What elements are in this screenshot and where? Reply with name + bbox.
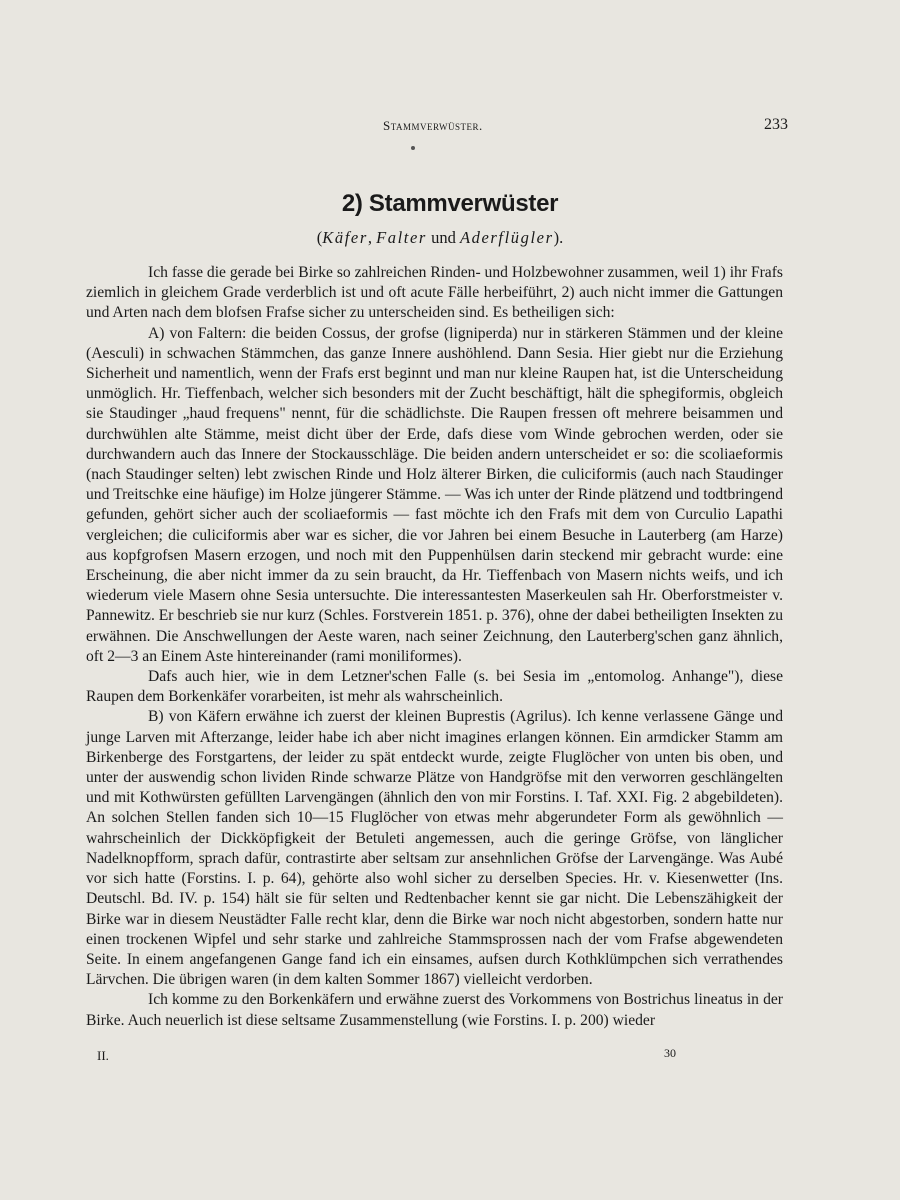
sheet-signature: II. [97, 1048, 109, 1063]
section-subheading: (Käfer, Falter und Aderflügler). [316, 228, 564, 247]
subheading-aderfluegler: Aderflügler [459, 228, 554, 247]
ink-dot [411, 146, 415, 150]
body-text [86, 263, 783, 1031]
paragraph-borkenkaefer: Ich komme zu den Borkenkäfern und erwähne zuerst des Vorkommens von Bostrichus lineatus in der Birke. Auch neuerlich ist diese seltsame Zusammenstellung (wie Forstins. I. p. 200) wieder [86, 991, 783, 1029]
paragraph-falter: A) von Faltern: die beiden Cossus, der grofse (ligniperda) nur in stärkeren Stämmen und der kleine (Aesculi) in schwachen Stämmchen, das ganze Innere aushöhlend. Dann Sesia. Hier giebt nur die Erziehung Sicherheit und namentlich, wenn der Frafs erst beginnt und man nur kleine Raupen hat, ist die Unterscheidung unmöglich. Hr. Tieffenbach, welcher sich besonders mit der Zucht beschäftigt, hält die sphegiformis, obgleich sie Staudinger „haud frequens" nennt, für die schädlichste. Die Raupen fressen oft mehrere beisammen und durchwühlen alte Stämme, meist dicht über der Erde, dafs diese vom Winde gebrochen werden, oder sie durchwandern auch das Innere der Stockausschläge. Die beiden andern unterscheidet er so: die scoliaeformis (nach Staudinger selten) lebt zwischen Rinde und Holz älterer Birken, die culiciformis (auch nach Staudinger und Treitschke eine häufige) im Holze jüngerer Stämme. — Was ich unter der Rinde plätzend und todtbringend gefunden, gehört sicher auch der scoliaeformis — fast möchte ich den Frafs mit dem von Curculio Lapathi vergleichen; die culiciformis aber war es sicher, die vor Jahren bei einem Besuche in Lauterberg (am Harze) aus kopfgrofsen Masern erzogen, und noch mit den Puppenhülsen darin steckend mir gebracht wurde: eine Erscheinung, die aber nicht immer da zu sein braucht, da Hr. Tieffenbach von Masern nichts weifs, und ich wiederum viele Masern ohne Sesia untersuchte. Die interessantesten Maserkeulen sah Hr. Oberforstmeister v. Pannewitz. Er beschrieb sie nur kurz (Schles. Forstverein 1851. p. 376), ohne der dabei betheiligten Insekten zu erwähnen. Die Anschwellungen der Aeste waren, nach seiner Zeichnung, den Lauterberg'schen ganz ähnlich, oft 2—3 an Einem Aste hintereinander (rami moniliformes). [86, 324, 783, 665]
section-heading: 2) Stammverwüster [341, 190, 559, 217]
running-head: Stammverwüster. [383, 118, 483, 133]
subheading-kaefer: Käfer [322, 228, 368, 247]
paragraph-intro: Ich fasse die gerade bei Birke so zahlreichen Rinden- und Holzbewohner zusammen, weil 1) ihr Frafs ziemlich in gleichem Grade verderblich ist und oft acute Fälle herbeiführt, 2) auch nicht immer die Gattungen und Arten nach dem blofsen Frafse sicher zu unterscheiden sind. Es betheiligen sich: [86, 264, 783, 322]
sheet-number: 30 [664, 1046, 676, 1060]
paragraph-letzner: Dafs auch hier, wie in dem Letzner'schen Falle (s. bei Sesia im „entomolog. Anhange"), diese Raupen dem Borkenkäfer vorarbeiten, ist mehr als wahrscheinlich. [86, 668, 783, 706]
paragraph-kaefer: B) von Käfern erwähne ich zuerst der kleinen Buprestis (Agrilus). Ich kenne verlassene Gänge und junge Larven mit Afterzange, leider habe ich aber nicht imagines erlangen können. Ein armdicker Stamm am Birkenberge des Forstgartens, der leider zu spät entdeckt wurde, zeigte Fluglöcher von unten bis oben, und unter der auswendig schon lividen Rinde schwarze Plätze von Handgröfse mit den verworren geschlängelten und mit Kothwürsten gefüllten Larvengängen (ähnlich den von mir Forstins. I. Taf. XXI. Fig. 2 abgebildeten). An solchen Stellen fanden sich 10—15 Fluglöcher von etwas mehr abgerundeter Form als gewöhnlich — wahrscheinlich der Dickköpfigkeit der Betuleti angemessen, auch die geringe Gröfse, von länglicher Nadelknopfform, sprach dafür, contrastirte aber seltsam zur ansehnlichen Gröfse der Larvengänge. Was Aubé vor sich hatte (Forstins. I. p. 64), gehörte also wohl sicher zu derselben Species. Hr. v. Kiesenwetter (Ins. Deutschl. Bd. IV. p. 154) hält sie für selten und Redtenbacher kennt sie gar nicht. Die Lebenszähigkeit der Birke war in diesem Neustädter Falle recht klar, denn die Birke war noch nicht abgestorben, sondern hatte nur einen trockenen Wipfel und sehr starke und zahlreiche Stammsprossen nach der vom Frafse abgewendeten Seite. In einem angefangenen Gange fand ich ein einsames, aufsen durch Kothklümpchen sich verrathendes Lärvchen. Die übrigen waren (in dem kalten Sommer 1867) vielleicht verdorben. [86, 708, 783, 989]
page-number: 233 [764, 116, 788, 133]
subheading-falter: Falter [376, 228, 427, 247]
